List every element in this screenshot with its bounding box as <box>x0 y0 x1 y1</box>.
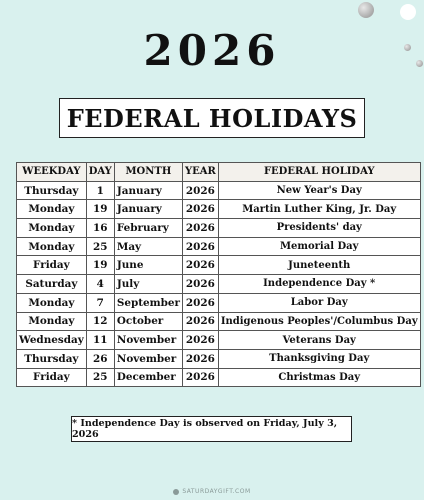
cell-day: 1 <box>86 181 114 200</box>
cell-month: July <box>114 275 182 294</box>
cell-holiday: Indigenous Peoples'/Columbus Day <box>218 312 420 331</box>
cell-holiday: Independence Day * <box>218 275 420 294</box>
cell-year: 2026 <box>182 331 218 350</box>
header-weekday: WEEKDAY <box>17 163 87 182</box>
footnote-box <box>71 416 352 442</box>
header-day: DAY <box>86 163 114 182</box>
cell-year: 2026 <box>182 181 218 200</box>
cell-holiday: Martin Luther King, Jr. Day <box>218 200 420 219</box>
cell-weekday: Monday <box>17 293 87 312</box>
table-row <box>17 181 421 200</box>
cell-holiday: Memorial Day <box>218 237 420 256</box>
cell-holiday: Christmas Day <box>218 368 420 387</box>
cell-month: January <box>114 200 182 219</box>
table-row <box>17 275 421 294</box>
cell-day: 7 <box>86 293 114 312</box>
cell-month: November <box>114 349 182 368</box>
cell-weekday: Friday <box>17 256 87 275</box>
cell-weekday: Monday <box>17 219 87 238</box>
cell-year: 2026 <box>182 293 218 312</box>
cell-year: 2026 <box>182 275 218 294</box>
table-row <box>17 200 421 219</box>
cell-year: 2026 <box>182 349 218 368</box>
footer-brand[interactable]: SATURDAYGIFT.COM <box>182 488 251 495</box>
cell-day: 12 <box>86 312 114 331</box>
header-holiday: FEDERAL HOLIDAY <box>218 163 420 182</box>
cell-weekday: Saturday <box>17 275 87 294</box>
cell-year: 2026 <box>182 219 218 238</box>
cell-holiday: Veterans Day <box>218 331 420 350</box>
cell-holiday: New Year's Day <box>218 181 420 200</box>
cell-holiday: Labor Day <box>218 293 420 312</box>
cell-day: 19 <box>86 200 114 219</box>
footnote-text: * Independence Day is observed on Friday, July 3, 2026 <box>72 418 338 440</box>
cell-weekday: Monday <box>17 312 87 331</box>
cell-month: November <box>114 331 182 350</box>
table-row <box>17 368 421 387</box>
table-row <box>17 331 421 350</box>
subtitle: FEDERAL HOLIDAYS <box>66 103 358 133</box>
table-row <box>17 219 421 238</box>
cell-weekday: Friday <box>17 368 87 387</box>
cell-holiday: Juneteenth <box>218 256 420 275</box>
cell-weekday: Monday <box>17 200 87 219</box>
cell-year: 2026 <box>182 368 218 387</box>
brand-logo-icon <box>173 489 179 495</box>
table-row <box>17 256 421 275</box>
cell-year: 2026 <box>182 312 218 331</box>
table-row <box>17 293 421 312</box>
cell-year: 2026 <box>182 200 218 219</box>
cell-day: 19 <box>86 256 114 275</box>
subtitle-box <box>59 98 365 138</box>
header-month: MONTH <box>114 163 182 182</box>
table-row <box>17 312 421 331</box>
footer <box>0 488 424 495</box>
header-year: YEAR <box>182 163 218 182</box>
cell-month: January <box>114 181 182 200</box>
cell-year: 2026 <box>182 256 218 275</box>
cell-day: 4 <box>86 275 114 294</box>
table-row <box>17 237 421 256</box>
cell-day: 26 <box>86 349 114 368</box>
cell-weekday: Thursday <box>17 181 87 200</box>
confetti-dot <box>400 4 416 20</box>
cell-weekday: Monday <box>17 237 87 256</box>
cell-day: 16 <box>86 219 114 238</box>
cell-month: October <box>114 312 182 331</box>
cell-month: February <box>114 219 182 238</box>
cell-month: December <box>114 368 182 387</box>
cell-month: June <box>114 256 182 275</box>
cell-day: 25 <box>86 237 114 256</box>
cell-month: May <box>114 237 182 256</box>
cell-weekday: Wednesday <box>17 331 87 350</box>
page-title: 2026 <box>143 26 281 75</box>
table-header-row <box>17 163 421 182</box>
cell-day: 25 <box>86 368 114 387</box>
cell-holiday: Thanksgiving Day <box>218 349 420 368</box>
cell-day: 11 <box>86 331 114 350</box>
table-row <box>17 349 421 368</box>
cell-weekday: Thursday <box>17 349 87 368</box>
cell-year: 2026 <box>182 237 218 256</box>
cell-month: September <box>114 293 182 312</box>
cell-holiday: Presidents' day <box>218 219 420 238</box>
holidays-table <box>16 162 421 387</box>
confetti-dot <box>358 2 374 18</box>
